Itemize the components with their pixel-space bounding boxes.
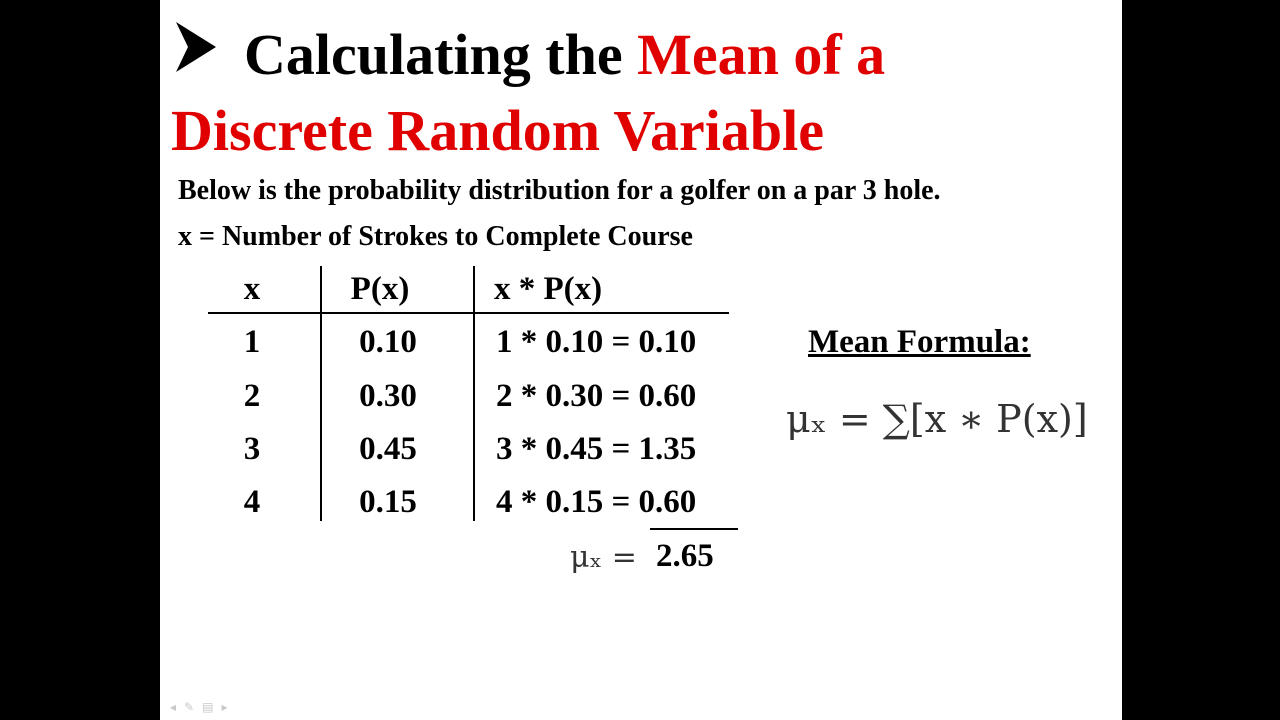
header-px: P(x) (350, 271, 410, 307)
row-3-px: 0.45 (359, 431, 417, 467)
row-1-x: 1 (243, 324, 261, 360)
row-1-px: 0.10 (359, 324, 417, 360)
slide-title-line1 (244, 20, 885, 90)
mean-result-value: 2.65 (656, 538, 714, 574)
description-text: Below is the probability distribution for a golfer on a par 3 hole. (178, 175, 941, 206)
table-divider-2 (473, 266, 475, 521)
nav-next-icon[interactable]: ▸ (221, 700, 236, 714)
slide (160, 0, 1122, 720)
nav-menu-icon[interactable]: ▤ (202, 700, 222, 714)
row-3-product: 3 * 0.45 = 1.35 (496, 431, 697, 467)
header-product: x * P(x) (494, 271, 603, 307)
mean-result-label: μₓ = (570, 540, 637, 575)
row-4-px: 0.15 (359, 484, 417, 520)
row-2-x: 2 (243, 378, 261, 414)
row-4-product: 4 * 0.15 = 0.60 (496, 484, 697, 520)
row-4-x: 4 (243, 484, 261, 520)
header-x: x (243, 271, 261, 307)
slideshow-nav-controls (170, 700, 235, 715)
row-3-x: 3 (243, 431, 261, 467)
table-divider-1 (320, 266, 322, 521)
x-definition-text: x = Number of Strokes to Complete Course (178, 221, 693, 252)
sum-rule (650, 528, 738, 530)
row-1-product: 1 * 0.10 = 0.10 (496, 324, 697, 360)
table-header-rule (208, 312, 729, 314)
mean-formula-expression: μₓ = ∑[x ∗ P(x)] (786, 397, 1088, 441)
row-2-px: 0.30 (359, 378, 417, 414)
nav-pen-icon[interactable]: ✎ (184, 700, 203, 714)
title-part1: Calculating the (244, 22, 638, 87)
nav-prev-icon[interactable]: ◂ (170, 700, 185, 714)
title-part2: Mean of a (637, 22, 886, 87)
row-2-product: 2 * 0.30 = 0.60 (496, 378, 697, 414)
arrow-bullet-icon (174, 20, 218, 74)
mean-formula-heading: Mean Formula: (808, 324, 1031, 360)
slide-title-line2: Discrete Random Variable (171, 98, 825, 163)
